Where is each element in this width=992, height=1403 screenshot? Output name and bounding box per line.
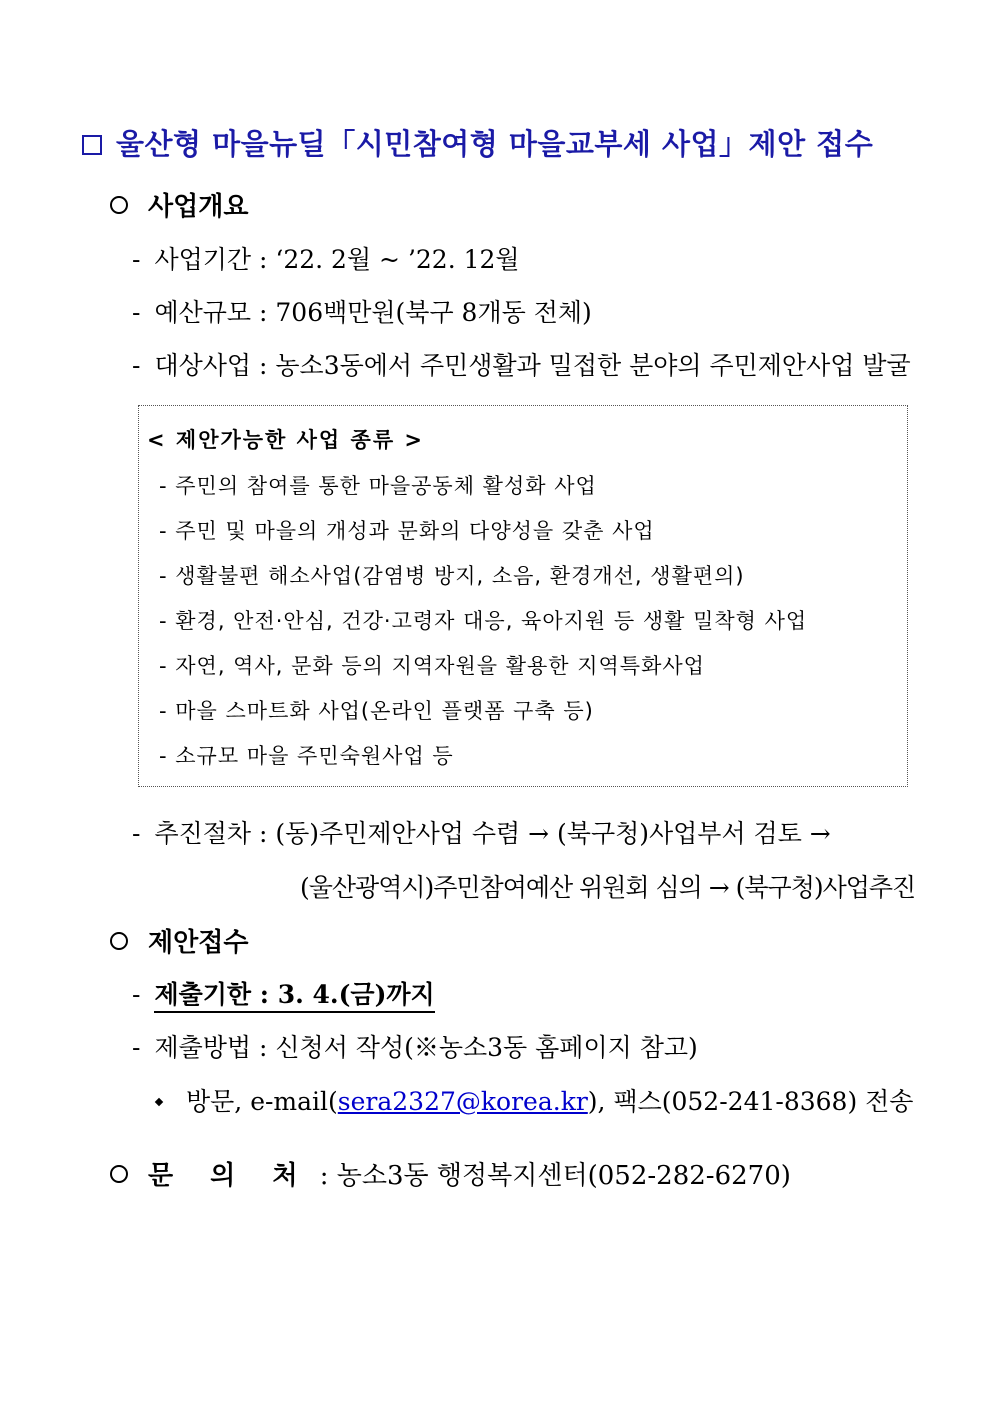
procedure-value-2: (울산광역시)주민참여예산 위원회 심의 → (북구청)사업추진 [300,873,916,902]
procedure-label: 추진절차 [154,819,252,848]
email-link[interactable]: sera2327@korea.kr [337,1087,588,1116]
list-item: - 생활불편 해소사업(감염병 방지, 소음, 환경개선, 생활편의) [159,564,745,588]
circle-bullet-icon [110,932,128,950]
list-item: - 주민의 참여를 통한 마을공동체 활성화 사업 [159,474,597,498]
budget-label: 예산규모 [154,298,252,327]
title-text: 울산형 마을뉴딜「시민참여형 마을교부세 사업」제안 접수 [116,127,874,161]
method-line: - 제출방법 : 신청서 작성(※농소3동 홈페이지 참고) [132,1033,698,1062]
proposal-types-title: < 제안가능한 사업 종류 > [147,428,425,452]
target-line: - 대상사업 : 농소3동에서 주민생활과 밀접한 분야의 주민제안사업 발굴 [132,351,911,380]
visit-line: 방문, e-mail(sera2327@korea.kr), 팩스(052-241-8368) 전송 [156,1082,913,1118]
diamond-bullet-icon [155,1098,163,1106]
budget-value: 706백만원(북구 8개동 전체) [275,298,592,327]
period-value: ‘22. 2월 ~ ’22. 12월 [275,245,520,274]
contact-label: 문 의 처 [148,1161,312,1191]
method-value: 신청서 작성(※농소3동 홈페이지 참고) [275,1033,698,1062]
checkbox-square-icon [82,135,102,155]
method-label: 제출방법 [154,1033,252,1062]
target-label: 대상사업 [154,351,252,380]
contact-line: 문 의 처 : 농소3동 행정복지센터(052-282-6270) [110,1155,791,1192]
procedure-value-1: (동)주민제안사업 수렴 → (북구청)사업부서 검토 → [275,819,831,848]
list-item: - 소규모 마을 주민숙원사업 등 [159,744,454,768]
circle-bullet-icon [110,196,128,214]
target-value: 농소3동에서 주민생활과 밀접한 분야의 주민제안사업 발굴 [275,351,911,380]
circle-bullet-icon [110,1165,128,1183]
proposal-types-box [138,405,908,787]
section-submission-heading: 제안접수 [110,922,248,959]
document-title [82,122,873,163]
deadline-line: - 제출기한 : 3. 4.(금)까지 [132,975,435,1011]
period-line: - 사업기간 : ‘22. 2월 ~ ’22. 12월 [132,245,520,274]
list-item: - 마을 스마트화 사업(온라인 플랫폼 구축 등) [159,699,594,723]
procedure-line: - 추진절차 : (동)주민제안사업 수렴 → (북구청)사업부서 검토 → [132,819,831,848]
budget-line: - 예산규모 : 706백만원(북구 8개동 전체) [132,298,592,327]
deadline-text: 제출기한 : 3. 4.(금)까지 [154,980,434,1013]
list-item: - 환경, 안전·안심, 건강·고령자 대응, 육아지원 등 생활 밀착형 사업 [159,609,808,633]
list-item: - 주민 및 마을의 개성과 문화의 다양성을 갖춘 사업 [159,519,655,543]
section-overview-heading: 사업개요 [110,186,248,223]
contact-value: 농소3동 행정복지센터(052-282-6270) [336,1161,791,1191]
period-label: 사업기간 [154,245,252,274]
list-item: - 자연, 역사, 문화 등의 지역자원을 활용한 지역특화사업 [159,654,705,678]
